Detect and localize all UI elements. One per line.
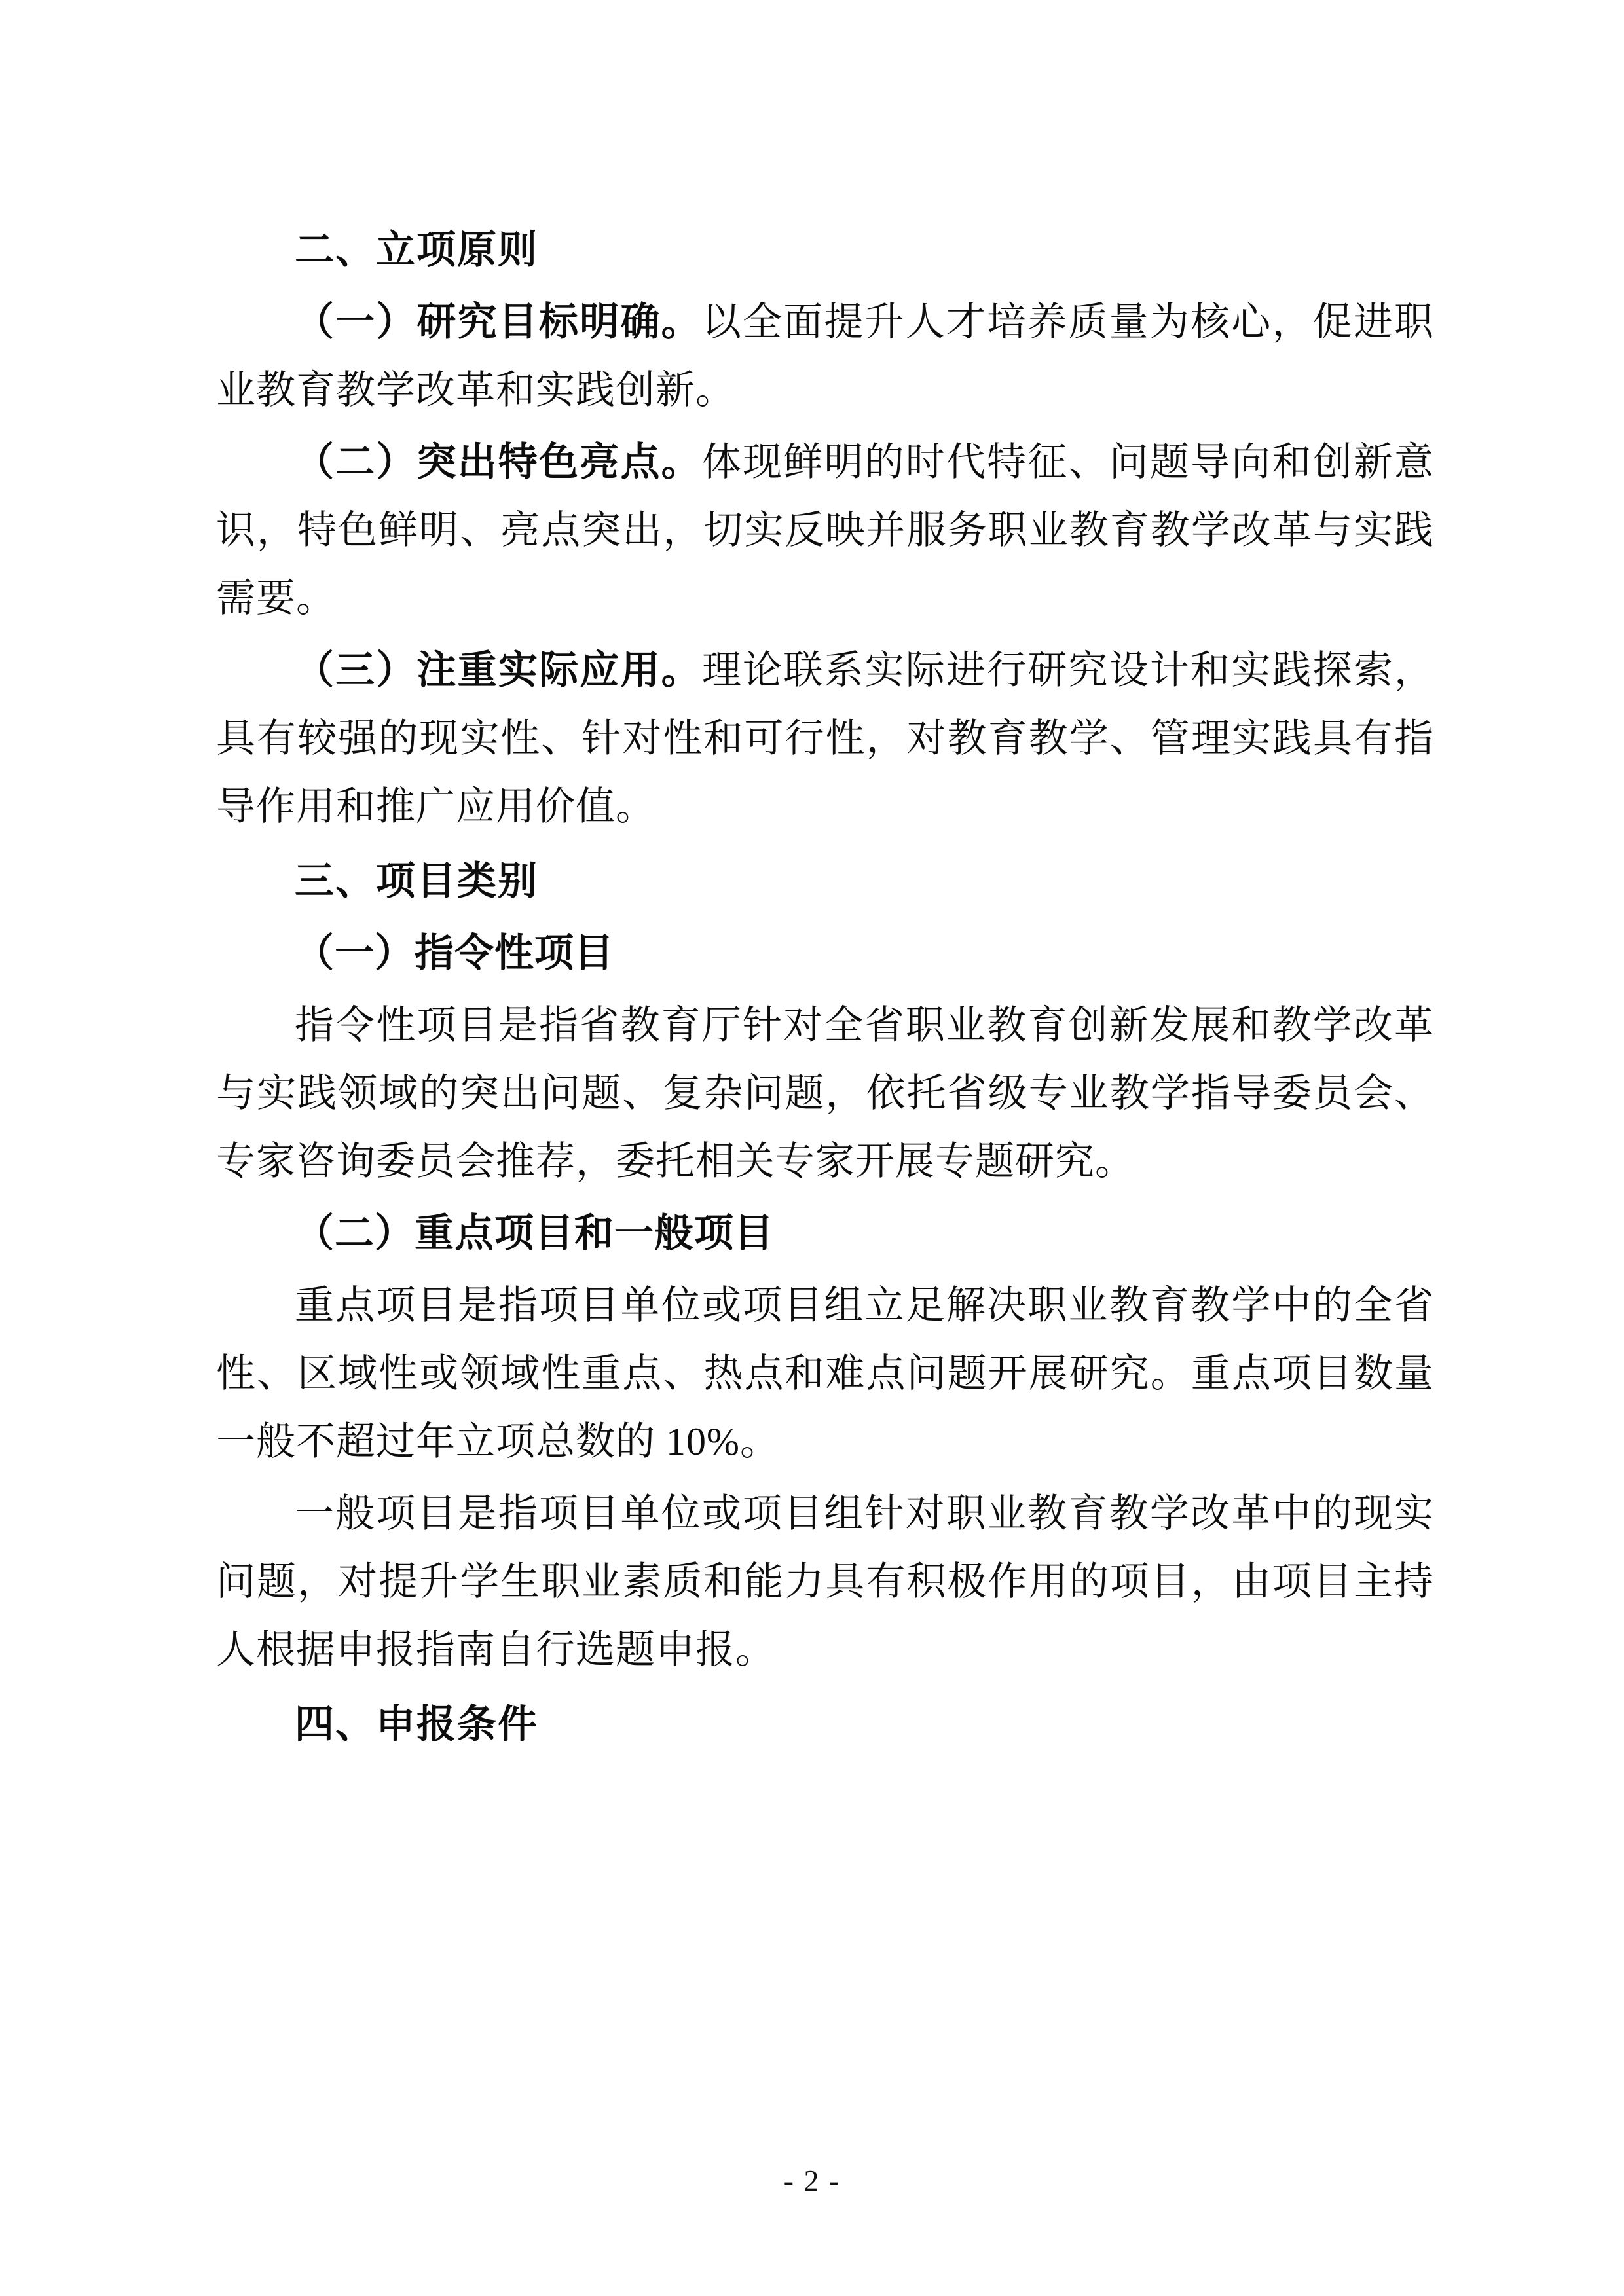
paragraph-principle-3-body: 理论联系实际进行研究设计和实践探索，具有较强的现实性、针对性和可行性，对教育教学、管理实践具有指导作用和推广应用价值。 — [216, 649, 1435, 828]
paragraph-principle-2 — [216, 428, 1434, 632]
page-number: - 2 - — [783, 2164, 841, 2197]
paragraph-mandatory-projects: 指令性项目是指省教育厅针对全省职业教育创新发展和教学改革与实践领域的突出问题、复杂问题，依托省级专业教学指导委员会、专家咨询委员会推荐，委托相关专家开展专题研究。 — [216, 1004, 1434, 1183]
paragraph-principle-3 — [216, 636, 1434, 841]
paragraph-general-projects: 一般项目是指项目单位或项目组针对职业教育教学改革中的现实问题，对提升学生职业素质和能力具有积极作用的项目，由项目主持人根据申报指南自行选题申报。 — [216, 1492, 1434, 1671]
paragraph-principle-1-lead: （一）研究目标明确。 — [295, 301, 702, 344]
paragraph-principle-2-body: 体现鲜明的时代特征、问题导向和创新意识，特色鲜明、亮点突出，切实反映并服务职业教育教学改革与实践需要。 — [216, 441, 1435, 620]
paragraph-key-projects: 重点项目是指项目单位或项目组立足解决职业教育教学中的全省性、区域性或领域性重点、热点和难点问题开展研究。重点项目数量一般不超过年立项总数的 10%。 — [216, 1284, 1434, 1463]
section-heading-principles: 二、立项原则 — [295, 228, 538, 272]
paragraph-principle-2-lead: （二）突出特色亮点。 — [295, 441, 702, 484]
document-body — [216, 216, 1434, 1758]
section-heading-project-categories: 三、项目类别 — [295, 860, 538, 903]
section-heading-application-requirements: 四、申报条件 — [295, 1703, 538, 1746]
paragraph-principle-1 — [216, 288, 1434, 424]
paragraph-principle-3-lead: （三）注重实际应用。 — [295, 649, 702, 692]
paragraph-principle-1-body: 以全面提升人才培养质量为核心，促进职业教育教学改革和实践创新。 — [216, 301, 1435, 412]
subheading-key-and-general-projects: （二）重点项目和一般项目 — [295, 1212, 774, 1255]
subheading-mandatory-projects: （一）指令性项目 — [295, 932, 614, 975]
